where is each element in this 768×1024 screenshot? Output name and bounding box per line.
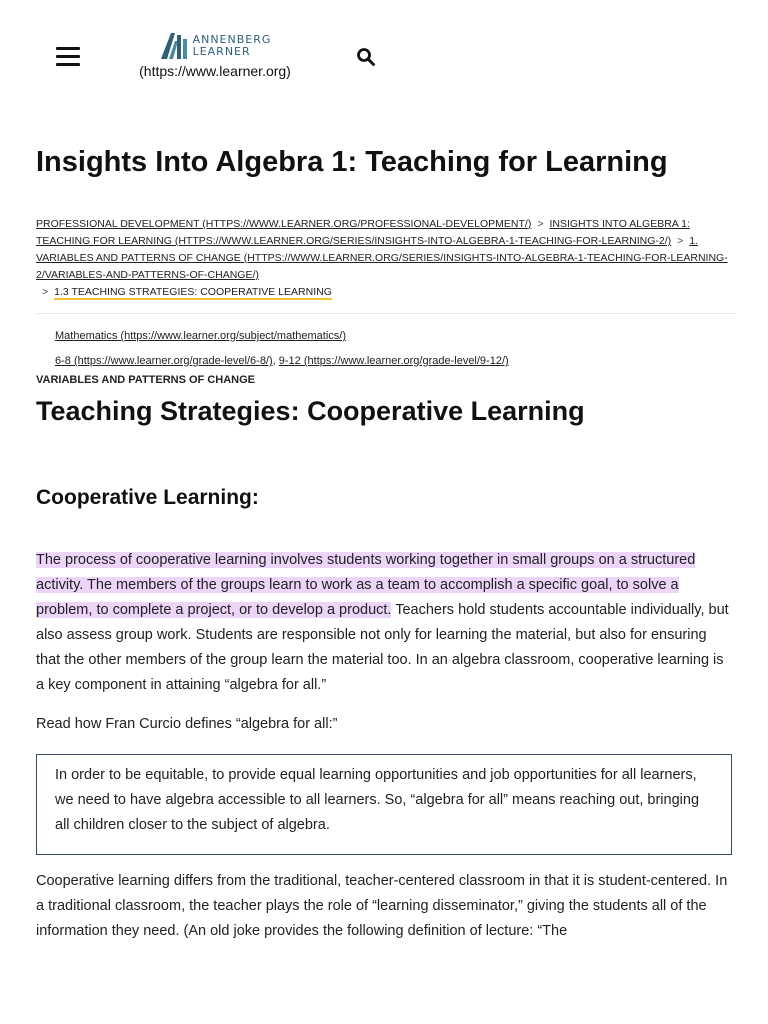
grade-link-6-8[interactable]: 6-8 (https://www.learner.org/grade-level/6-8/) bbox=[55, 355, 273, 367]
breadcrumb-link-professional-development[interactable]: PROFESSIONAL DEVELOPMENT (HTTPS://WWW.LEARNER.ORG/PROFESSIONAL-DEVELOPMENT/) bbox=[36, 218, 532, 230]
logo-wordmark bbox=[193, 34, 272, 58]
paragraph-intro bbox=[36, 548, 732, 698]
breadcrumb-separator: > bbox=[677, 235, 684, 247]
subject-link-mathematics[interactable]: Mathematics (https://www.learner.org/subject/mathematics/) bbox=[55, 330, 346, 342]
breadcrumb-link-unit[interactable]: 1. VARIABLES AND PATTERNS OF CHANGE (HTTPS://WWW.LEARNER.ORG/SERIES/INSIGHTS-INTO-ALGEBRA-1-TEACHING-FOR-LEARNING-2/VARIABLES-AND-PATTERNS-OF-CHANGE/) bbox=[36, 235, 728, 281]
taxonomy-list bbox=[55, 324, 509, 374]
menu-icon[interactable] bbox=[56, 47, 80, 67]
breadcrumb bbox=[36, 216, 736, 314]
breadcrumb-link-series[interactable]: INSIGHTS INTO ALGEBRA 1: TEACHING FOR LEARNING (HTTPS://WWW.LEARNER.ORG/SERIES/INSIGHTS-INTO-ALGEBRA-1-TEACHING-FOR-LEARNING-2/) bbox=[36, 218, 690, 247]
breadcrumb-current: 1.3 TEACHING STRATEGIES: COOPERATIVE LEARNING bbox=[54, 286, 332, 298]
logo-line-learner: LEARNER bbox=[192, 45, 251, 58]
quote-block: In order to be equitable, to provide equal learning opportunities and job opportunities for all learners, we need to have algebra accessible to all learners. So, “algebra for all” means reaching out, bringing all children closer to the subject of algebra. bbox=[36, 754, 732, 855]
paragraph-comparison: Cooperative learning differs from the traditional, teacher-centered classroom in that it is student-centered. In a traditional classroom, the teacher plays the role of “learning disseminator,” giving the students all of the information they need. (An old joke provides the following definition of lecture: “The bbox=[36, 873, 728, 939]
highlighted-text: The process of cooperative learning involves students working together in small groups on a structured activity. The members of the groups learn to work as a team to accomplish a specific goal, to solve a problem, to complete a project, or to develop a product. bbox=[36, 552, 696, 618]
site-header bbox=[0, 0, 768, 112]
section-heading: Cooperative Learning: bbox=[36, 486, 259, 509]
breadcrumb-separator: > bbox=[537, 218, 544, 230]
paragraph-lead-in: Read how Fran Curcio defines “algebra for all:” bbox=[36, 716, 338, 732]
annenberg-logo-icon bbox=[159, 31, 189, 61]
subject-row bbox=[55, 324, 509, 349]
series-title: Insights Into Algebra 1: Teaching for Learning bbox=[36, 146, 668, 178]
unit-kicker: VARIABLES AND PATTERNS OF CHANGE bbox=[36, 374, 255, 386]
grade-link-9-12[interactable]: 9-12 (https://www.learner.org/grade-level/9-12/) bbox=[278, 355, 509, 367]
breadcrumb-separator: > bbox=[42, 286, 49, 298]
site-logo-link[interactable] bbox=[135, 30, 295, 79]
paragraph-intro-rest: Teachers hold students accountable individually, but also assess group work. Students are responsible not only for learning the material, but also for ensuring that the other members of the group learn the material too. In an algebra classroom, cooperative learning is a key component in attaining “algebra for all.” bbox=[36, 602, 729, 693]
search-icon[interactable] bbox=[356, 47, 376, 67]
grade-separator: , bbox=[272, 355, 276, 367]
logo-mark bbox=[135, 30, 295, 62]
grade-level-row bbox=[55, 349, 509, 374]
page-heading: Teaching Strategies: Cooperative Learning bbox=[36, 396, 585, 426]
logo-url-text: (https://www.learner.org) bbox=[139, 63, 291, 79]
logo-line-annenberg: ANNENBERG bbox=[192, 33, 272, 46]
